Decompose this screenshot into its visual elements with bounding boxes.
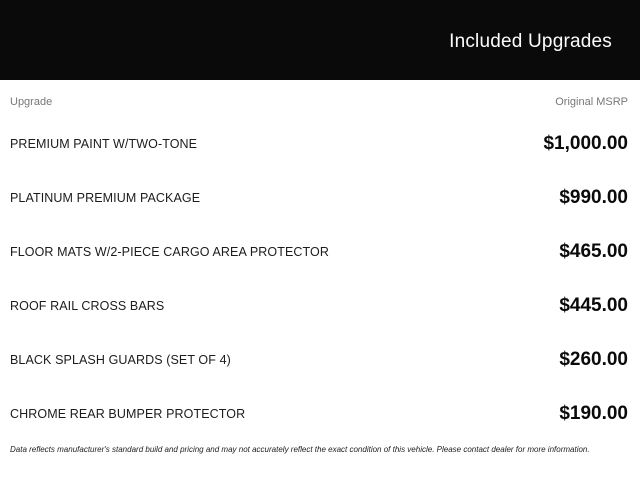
upgrade-price: $445.00 bbox=[559, 295, 628, 316]
table-row bbox=[10, 171, 628, 225]
upgrade-name: PLATINUM PREMIUM PACKAGE bbox=[10, 191, 201, 205]
table-row bbox=[10, 225, 628, 279]
table-row bbox=[10, 279, 628, 333]
column-header-upgrade: Upgrade bbox=[10, 96, 53, 108]
upgrade-name: BLACK SPLASH GUARDS (SET OF 4) bbox=[10, 353, 231, 367]
page-title: Included Upgrades bbox=[449, 30, 612, 52]
upgrade-price: $260.00 bbox=[559, 349, 628, 370]
table-rows bbox=[10, 117, 628, 441]
table-row bbox=[10, 387, 628, 441]
upgrade-name: FLOOR MATS W/2-PIECE CARGO AREA PROTECTOR bbox=[10, 245, 329, 259]
upgrade-name: ROOF RAIL CROSS BARS bbox=[10, 299, 165, 313]
upgrade-name: CHROME REAR BUMPER PROTECTOR bbox=[10, 407, 246, 421]
upgrade-price: $465.00 bbox=[559, 241, 628, 262]
table-column-headers bbox=[10, 96, 628, 108]
upgrade-name: PREMIUM PAINT W/TWO-TONE bbox=[10, 137, 198, 151]
upgrades-table bbox=[0, 96, 640, 441]
column-header-original-msrp: Original MSRP bbox=[555, 96, 628, 108]
upgrade-price: $190.00 bbox=[559, 403, 628, 424]
upgrade-price: $1,000.00 bbox=[543, 133, 628, 154]
data-disclaimer: Data reflects manufacturer's standard build and pricing and may not accurately reflect the exact condition of this vehicle. Please contact dealer for more information. bbox=[10, 445, 590, 454]
included-upgrades-header bbox=[0, 0, 640, 80]
upgrade-price: $990.00 bbox=[559, 187, 628, 208]
table-row bbox=[10, 333, 628, 387]
table-row bbox=[10, 117, 628, 171]
